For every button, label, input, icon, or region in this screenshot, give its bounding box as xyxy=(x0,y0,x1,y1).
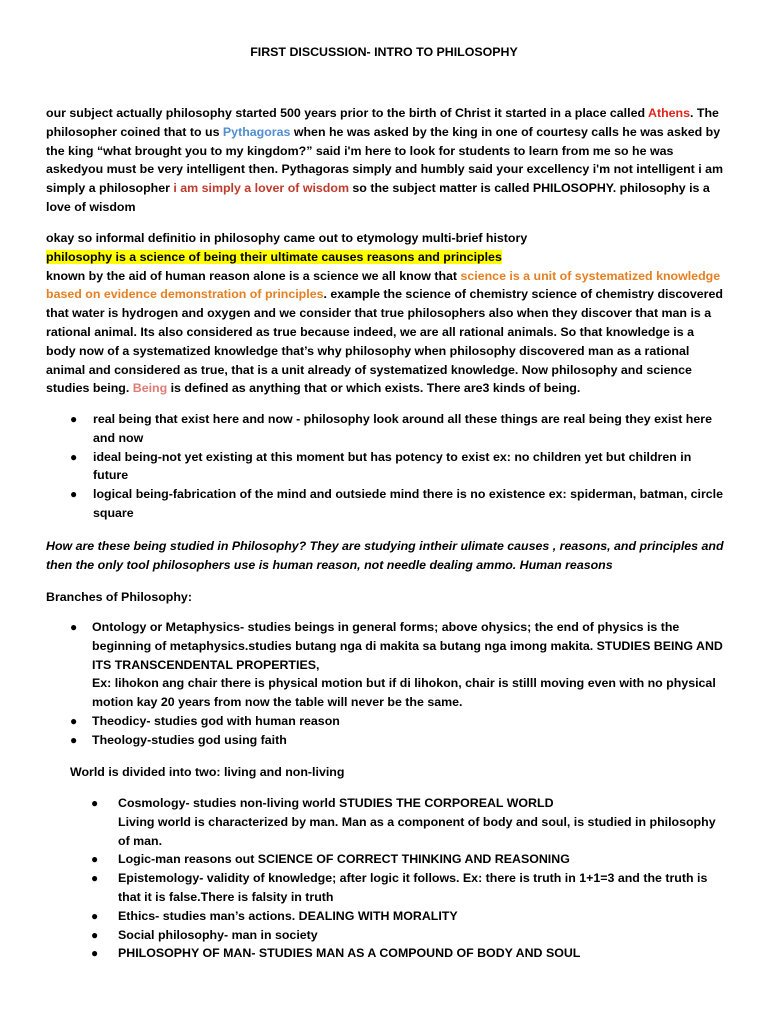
paragraph-origin xyxy=(46,104,726,217)
highlighted-definition: philosophy is a science of being their ultimate causes reasons and principles xyxy=(46,249,502,264)
bullet-icon: ● xyxy=(70,713,78,728)
bullet-icon: ● xyxy=(91,852,99,867)
list-item: ● PHILOSOPHY OF MAN- STUDIES MAN AS A COMPOUND OF BODY AND SOUL xyxy=(46,944,726,963)
paragraph-definition xyxy=(46,229,726,398)
bullet-icon: ● xyxy=(91,946,99,961)
list-item: ● Theodicy- studies god with human reason xyxy=(46,712,726,731)
bullet-icon: ● xyxy=(91,796,99,810)
kinds-of-being-list xyxy=(46,410,726,523)
origin-text-c: when he was asked by the king in one of courtesy calls he was asked by the king “what brought you to my kingdom?” said i'm here to look for students to learn from me so he was askedyou must be very intelligent then. Pythagoras simply and humbly said your excellency i'm not intelligent i am simply a philosopher xyxy=(46,124,724,196)
bullet-icon: ● xyxy=(70,487,78,502)
page-title: FIRST DISCUSSION- INTRO TO PHILOSOPHY xyxy=(250,45,518,59)
bullet-icon: ● xyxy=(70,620,78,634)
definition-text-a: known by the aid of human reason alone is a science we all know that xyxy=(46,268,461,283)
pythagoras-term: Pythagoras xyxy=(222,124,291,139)
list-item: ● ideal being-not yet existing at this moment but has potency to exist ex: no children yet but children in future xyxy=(70,449,692,483)
origin-text-a: our subject actually philosophy started 500 years prior to the birth of Christ it started in a place called xyxy=(46,106,649,120)
branches-list xyxy=(46,618,726,750)
bullet-icon: ● xyxy=(91,908,99,923)
science-definition: science is a unit of systematized knowledge based on evidence demonstration of principles xyxy=(46,268,721,302)
athens-term: Athens xyxy=(648,106,691,120)
branches-heading: Branches of Philosophy: xyxy=(46,590,192,604)
bullet-icon: ● xyxy=(70,449,78,464)
list-item: ● Ethics- studies man’s actions. DEALING WITH MORALITY xyxy=(46,907,726,926)
bullet-icon: ● xyxy=(70,732,78,747)
list-item: ● Epistemology- validity of knowledge; after logic it follows. Ex: there is truth in 1+1=3 and the truth is that it is false.There is falsity in truth xyxy=(91,871,708,904)
being-term: Being xyxy=(132,381,168,396)
bullet-icon: ● xyxy=(70,412,78,426)
list-item: ● Social philosophy- man in society xyxy=(46,926,726,945)
list-item: ● Theology-studies god using faith xyxy=(46,731,726,750)
definition-text-b: . example the science of chemistry science of chemistry discovered that water is hydrogen and oxygen and we consider that true philosophers also when they discover that man is a rational animal. Its also considered as true because indeed, we are all rational animals. So that knowledge is a body now of a systematized knowledge that’s why philosophy when philosophy discovered man as a rational animal and considered as true, that is a unit already of systematized knowledge. Now philosophy and science studies being. xyxy=(46,287,723,396)
bullet-icon: ● xyxy=(91,871,99,886)
world-list xyxy=(46,794,726,963)
definition-intro: okay so informal definitio in philosophy came out to etymology multi-brief history xyxy=(46,231,528,245)
definition-text-c: is defined as anything that or which exists. There are3 kinds of being. xyxy=(167,381,581,396)
origin-text-b: . The philosopher coined that to us xyxy=(46,106,719,139)
list-item: ● Ontology or Metaphysics- studies beings in general forms; above ohysics; the end of physics is the beginning of metaphysics.studies butang nga di makita sa butang nga imong makita. STUDIES BEING AND ITS TRANSCENDENTAL PROPERTIES, Ex: lihokon ang chair there is physical motion but if di lihokon, chair is stilll moving even with no physical motion kay 20 years from now the table will never be the same. xyxy=(70,620,723,710)
origin-text-d: so the subject matter is called PHILOSOPHY. philosophy is a love of wisdom xyxy=(46,181,710,214)
lover-of-wisdom-phrase: i am simply a lover of wisdom xyxy=(173,181,349,196)
list-item: ● Logic-man reasons out SCIENCE OF CORRECT THINKING AND REASONING xyxy=(46,850,726,869)
list-item: ● logical being-fabrication of the mind and outsiede mind there is no existence ex: spiderman, batman, circle square xyxy=(70,487,723,520)
list-item: ● Cosmology- studies non-living world STUDIES THE CORPOREAL WORLD Living world is characterized by man. Man as a component of body and soul, is studied in philosophy of man. xyxy=(91,796,716,848)
bullet-icon: ● xyxy=(91,927,99,942)
question-paragraph: How are these being studied in Philosophy? They are studying intheir ulimate causes , reasons, and principles and then the only tool philosophers use is human reason, not needle dealing ammo. Human reasons xyxy=(46,539,724,572)
list-item: ● real being that exist here and now - philosophy look around all these things are real being they exist here and now xyxy=(70,412,712,445)
world-heading: World is divided into two: living and non-living xyxy=(70,765,345,779)
